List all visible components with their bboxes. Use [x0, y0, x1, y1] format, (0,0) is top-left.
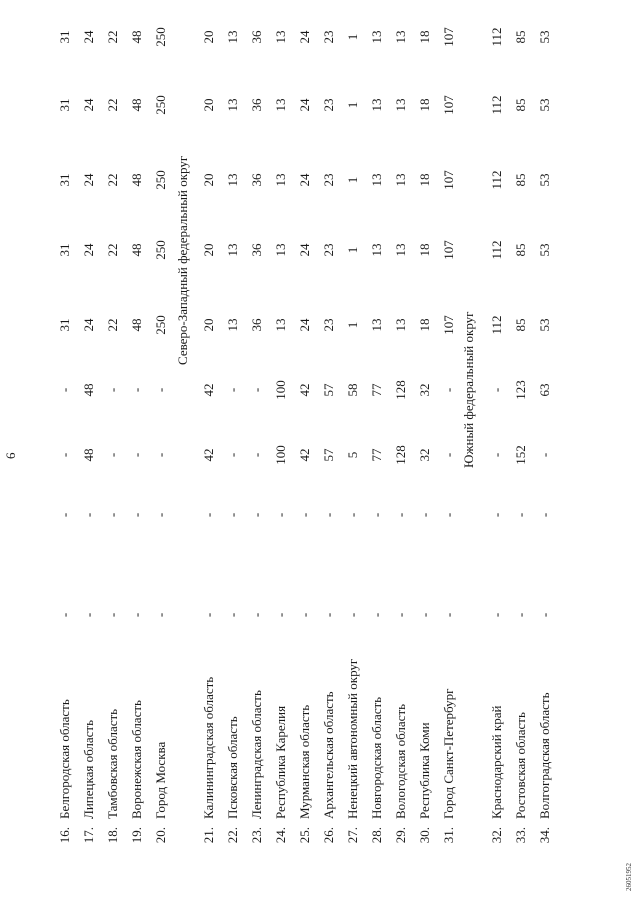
table-cell: 1 — [345, 246, 360, 254]
table-cell: 13 — [369, 173, 384, 187]
table-cell: - — [393, 612, 408, 618]
table-cell: 13 — [369, 318, 384, 332]
table-cell: 18 — [417, 173, 432, 187]
table-cell: 57 — [321, 448, 336, 462]
table-cell: 100 — [273, 445, 288, 465]
table-cell: 112 — [489, 240, 504, 260]
table-cell: 85 — [513, 30, 528, 44]
table-cell: 5 — [345, 451, 360, 459]
region-name: Краснодарский край — [489, 705, 504, 819]
table-cell: - — [441, 512, 456, 518]
table-cell: - — [81, 612, 96, 618]
row-number: 28. — [369, 827, 384, 844]
table-cell: 24 — [81, 173, 96, 187]
table-cell: - — [81, 512, 96, 518]
table-cell: 250 — [153, 27, 168, 47]
table-cell: 24 — [297, 98, 312, 112]
table-cell: 24 — [297, 318, 312, 332]
table-cell: - — [489, 452, 504, 458]
table-cell: - — [249, 387, 264, 393]
table-cell: 48 — [129, 318, 144, 332]
region-name: Воронежская область — [129, 700, 144, 819]
table-cell: - — [297, 612, 312, 618]
table-cell: - — [153, 452, 168, 458]
table-cell: - — [105, 387, 120, 393]
table-cell: 112 — [489, 95, 504, 115]
table-cell: - — [393, 512, 408, 518]
region-name: Волгоградская область — [537, 692, 552, 819]
table-cell: 1 — [345, 321, 360, 329]
table-cell: 36 — [249, 173, 264, 187]
table-cell: - — [129, 612, 144, 618]
row-number: 32. — [489, 827, 504, 844]
table-cell: 24 — [81, 243, 96, 257]
table-cell: 107 — [441, 315, 456, 335]
table-cell: 13 — [393, 243, 408, 257]
region-name: Мурманская область — [297, 704, 312, 819]
table-cell: 107 — [441, 27, 456, 47]
row-number: 26. — [321, 827, 336, 844]
table-cell: 13 — [225, 243, 240, 257]
table-cell: 32 — [417, 448, 432, 462]
table-cell: 24 — [297, 30, 312, 44]
table-cell: 85 — [513, 318, 528, 332]
table-cell: - — [273, 512, 288, 518]
table-cell: - — [153, 512, 168, 518]
table-cell: - — [537, 512, 552, 518]
table-cell: 48 — [129, 30, 144, 44]
table-cell: 112 — [489, 27, 504, 47]
table-cell: 112 — [489, 315, 504, 335]
table-cell: 53 — [537, 243, 552, 257]
table-cell: - — [105, 452, 120, 458]
table-cell: 13 — [393, 98, 408, 112]
table-cell: 112 — [489, 170, 504, 190]
table-cell: 123 — [513, 380, 528, 400]
row-number: 31. — [441, 827, 456, 844]
table-cell: - — [513, 612, 528, 618]
table-cell: - — [129, 512, 144, 518]
region-name: Вологодская область — [393, 703, 408, 819]
table-cell: - — [153, 387, 168, 393]
table-cell: 58 — [345, 383, 360, 397]
table-cell: 18 — [417, 98, 432, 112]
row-number: 29. — [393, 827, 408, 844]
table-cell: 250 — [153, 240, 168, 260]
region-name: Ростовская область — [513, 712, 528, 819]
table-cell: 24 — [297, 243, 312, 257]
table-cell: 48 — [81, 383, 96, 397]
page-number: 6 — [3, 452, 18, 459]
table-cell: - — [441, 387, 456, 393]
table-cell: - — [441, 452, 456, 458]
table-cell: 20 — [201, 30, 216, 44]
section-header-northwest: Северо-Западный федеральный округ — [175, 155, 190, 365]
table-cell: 48 — [129, 243, 144, 257]
table-cell: 42 — [201, 448, 216, 462]
table-cell: - — [345, 512, 360, 518]
table-cell: 23 — [321, 173, 336, 187]
table-cell: 42 — [201, 383, 216, 397]
table-cell: 23 — [321, 243, 336, 257]
row-number: 34. — [537, 827, 552, 844]
table-cell: 77 — [369, 383, 384, 397]
table-cell: - — [249, 612, 264, 618]
table-cell: 20 — [201, 173, 216, 187]
table-cell: 85 — [513, 173, 528, 187]
table-cell: 18 — [417, 243, 432, 257]
table-cell: 31 — [57, 98, 72, 112]
table-cell: 18 — [417, 30, 432, 44]
table-cell: - — [417, 512, 432, 518]
region-name: Республика Карелия — [273, 705, 288, 819]
table-cell: 53 — [537, 173, 552, 187]
table-cell: 13 — [369, 243, 384, 257]
table-cell: - — [225, 512, 240, 518]
table-cell: 107 — [441, 95, 456, 115]
table-cell: 13 — [273, 30, 288, 44]
region-name: Тамбовская область — [105, 708, 120, 819]
table-cell: - — [297, 512, 312, 518]
table-cell: - — [249, 452, 264, 458]
table-cell: 13 — [393, 318, 408, 332]
table-cell: - — [489, 387, 504, 393]
table-cell: 53 — [537, 318, 552, 332]
table-cell: 18 — [417, 318, 432, 332]
table-cell: 23 — [321, 318, 336, 332]
row-number: 33. — [513, 827, 528, 844]
table-cell: - — [321, 612, 336, 618]
table-cell: 48 — [129, 173, 144, 187]
table-cell: - — [57, 612, 72, 618]
table-cell: - — [57, 452, 72, 458]
table-cell: - — [105, 512, 120, 518]
table-cell: 48 — [81, 448, 96, 462]
table-cell: 48 — [129, 98, 144, 112]
row-number: 20. — [153, 827, 168, 844]
row-number: 23. — [249, 827, 264, 844]
region-name: Ненецкий автономный округ — [345, 658, 360, 819]
table-cell: 107 — [441, 240, 456, 260]
table-cell: 22 — [105, 318, 120, 332]
table-cell: 31 — [57, 318, 72, 332]
table-cell: - — [153, 612, 168, 618]
table-cell: 13 — [393, 30, 408, 44]
table-cell: - — [345, 612, 360, 618]
row-number: 25. — [297, 827, 312, 844]
table-cell: 53 — [537, 30, 552, 44]
table-cell: 22 — [105, 173, 120, 187]
table-cell: 13 — [225, 98, 240, 112]
row-number: 16. — [57, 827, 72, 844]
table-cell: - — [441, 612, 456, 618]
region-name: Город Москва — [153, 741, 168, 819]
table-cell: 24 — [297, 173, 312, 187]
region-name: Белгородская область — [57, 699, 72, 819]
table-cell: 42 — [297, 448, 312, 462]
table-cell: 13 — [225, 318, 240, 332]
table-cell: 13 — [273, 318, 288, 332]
table-cell: 24 — [81, 30, 96, 44]
table-cell: 250 — [153, 95, 168, 115]
table-cell: 128 — [393, 445, 408, 465]
table-cell: 13 — [273, 173, 288, 187]
table-cell: 107 — [441, 170, 456, 190]
table-cell: 22 — [105, 243, 120, 257]
table-cell: - — [369, 612, 384, 618]
table-cell: - — [417, 612, 432, 618]
region-name: Калининградская область — [201, 676, 216, 819]
table-cell: 24 — [81, 318, 96, 332]
table-cell: 42 — [297, 383, 312, 397]
table-cell: 23 — [321, 98, 336, 112]
table-cell: 13 — [369, 98, 384, 112]
table-cell: - — [273, 612, 288, 618]
table-cell: - — [201, 512, 216, 518]
table-cell: 100 — [273, 380, 288, 400]
row-number: 30. — [417, 827, 432, 844]
table-cell: 22 — [105, 98, 120, 112]
region-name: Псковская область — [225, 716, 240, 819]
table-cell: 85 — [513, 243, 528, 257]
row-number: 18. — [105, 827, 120, 844]
table-cell: 128 — [393, 380, 408, 400]
table-cell: - — [201, 612, 216, 618]
table-cell: 36 — [249, 98, 264, 112]
table-cell: 57 — [321, 383, 336, 397]
table-cell: 1 — [345, 101, 360, 109]
table-cell: 13 — [225, 173, 240, 187]
table-cell: 36 — [249, 30, 264, 44]
region-name: Республика Коми — [417, 722, 432, 819]
table-cell: 22 — [105, 30, 120, 44]
table-cell: - — [225, 452, 240, 458]
table-cell: 13 — [225, 30, 240, 44]
region-name: Город Санкт-Петербург — [441, 688, 456, 819]
table-cell: 13 — [369, 30, 384, 44]
row-number: 24. — [273, 827, 288, 844]
table-cell: - — [249, 512, 264, 518]
table-cell: - — [321, 512, 336, 518]
table-cell: - — [225, 612, 240, 618]
table-cell: 53 — [537, 98, 552, 112]
row-number: 21. — [201, 827, 216, 844]
table-cell: 31 — [57, 30, 72, 44]
region-name: Ленинградская область — [249, 690, 264, 819]
table-cell: 20 — [201, 243, 216, 257]
region-name: Липецкая область — [81, 719, 96, 819]
section-header-south: Южный федеральный округ — [461, 311, 476, 468]
document-id: 26051952 — [625, 863, 633, 891]
table-cell: 24 — [81, 98, 96, 112]
table-cell: 13 — [393, 173, 408, 187]
table-cell: 32 — [417, 383, 432, 397]
row-number: 17. — [81, 827, 96, 844]
table-cell: 13 — [273, 243, 288, 257]
table-cell: 85 — [513, 98, 528, 112]
table-cell: - — [537, 612, 552, 618]
table-cell: 1 — [345, 176, 360, 184]
table-cell: - — [537, 452, 552, 458]
region-name: Новгородская область — [369, 696, 384, 819]
table-cell: 77 — [369, 448, 384, 462]
table-cell: 31 — [57, 243, 72, 257]
table-cell: 36 — [249, 318, 264, 332]
table-cell: 1 — [345, 33, 360, 41]
table-cell: 250 — [153, 315, 168, 335]
region-name: Архангельская область — [321, 691, 336, 819]
table-cell: - — [369, 512, 384, 518]
row-number: 27. — [345, 827, 360, 844]
table-cell: - — [225, 387, 240, 393]
table-cell: 13 — [273, 98, 288, 112]
table-cell: 152 — [513, 445, 528, 465]
table-cell: - — [513, 512, 528, 518]
row-number: 19. — [129, 827, 144, 844]
table-cell: - — [129, 387, 144, 393]
table-cell: - — [129, 452, 144, 458]
table-cell: 31 — [57, 173, 72, 187]
table-cell: 63 — [537, 383, 552, 397]
table-cell: - — [57, 512, 72, 518]
table-cell: - — [489, 512, 504, 518]
table-cell: - — [105, 612, 120, 618]
table-cell: 20 — [201, 318, 216, 332]
table-cell: - — [489, 612, 504, 618]
table-cell: 23 — [321, 30, 336, 44]
row-number: 22. — [225, 827, 240, 844]
table-cell: - — [57, 387, 72, 393]
table-cell: 250 — [153, 170, 168, 190]
table-cell: 20 — [201, 98, 216, 112]
table-cell: 36 — [249, 243, 264, 257]
